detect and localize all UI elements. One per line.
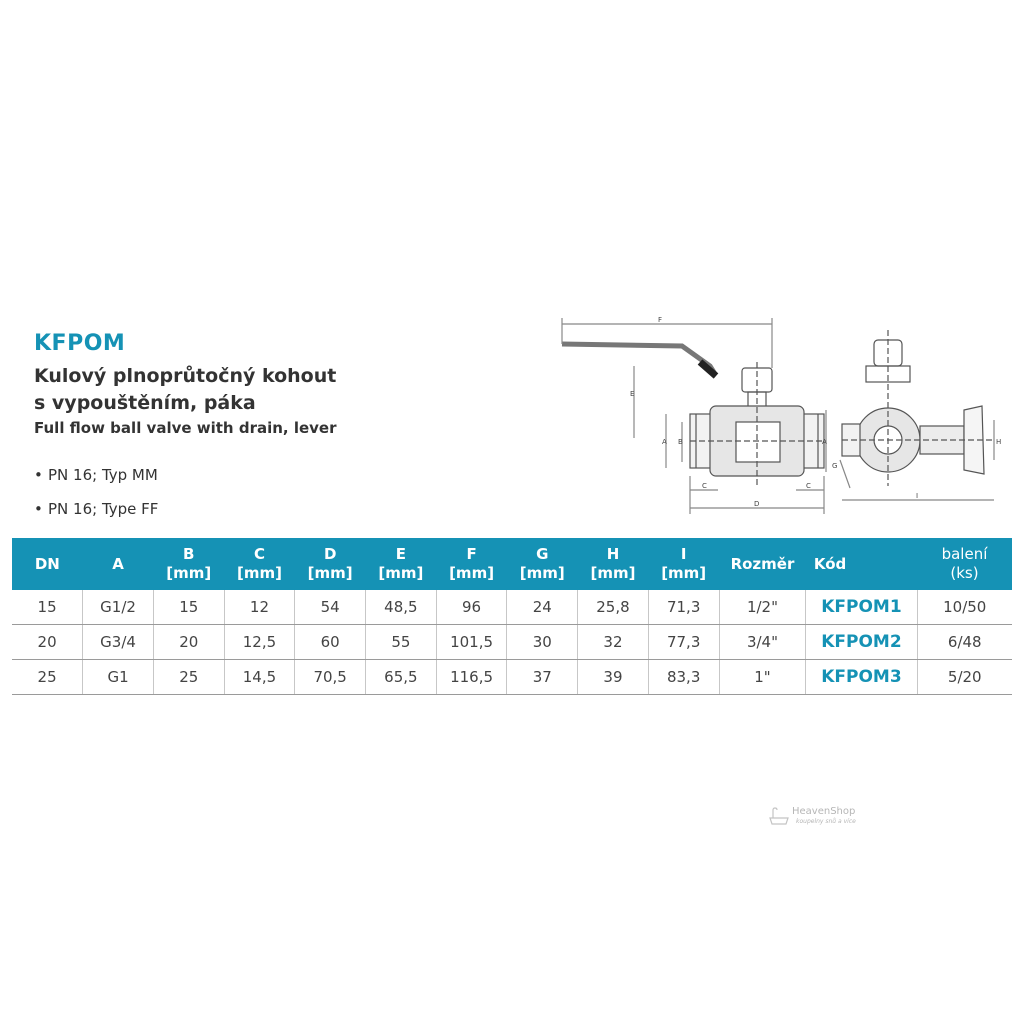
header-i — [648, 538, 719, 590]
dim-label-b: B — [678, 438, 683, 446]
header-baleni — [917, 538, 1012, 590]
dim-label-f: F — [658, 316, 663, 324]
table-row — [12, 660, 1012, 695]
cell-b: 20 — [153, 625, 224, 660]
cell-g: 24 — [507, 590, 578, 625]
dim-label-e: E — [630, 390, 635, 398]
cell-e: 65,5 — [366, 660, 437, 695]
dim-label-h: H — [996, 438, 1002, 446]
header-baleni-unit: (ks) — [950, 564, 979, 582]
cell-rozmer: 1/2" — [719, 590, 806, 625]
header-d-text: D — [323, 545, 337, 563]
header-baleni-text: balení — [941, 545, 988, 563]
product-title-cz — [34, 363, 454, 417]
cell-i: 71,3 — [648, 590, 719, 625]
cell-a: G3/4 — [83, 625, 154, 660]
dim-label-a2: A — [822, 438, 827, 446]
product-title-en: Full flow ball valve with drain, lever — [34, 419, 337, 437]
header-d — [295, 538, 366, 590]
cell-kod: KFPOM2 — [806, 625, 917, 660]
header-f — [436, 538, 507, 590]
cell-c: 12 — [224, 590, 295, 625]
header-h-text: H — [606, 545, 620, 563]
cell-a: G1/2 — [83, 590, 154, 625]
cell-c: 14,5 — [224, 660, 295, 695]
product-code: KFPOM — [34, 331, 126, 356]
watermark-logo — [768, 806, 880, 830]
header-rozmer-text: Rozměr — [730, 554, 795, 573]
header-f-text: F — [466, 545, 477, 563]
spec-bullet-text: PN 16; Typ MM — [48, 466, 158, 484]
cell-dn: 15 — [12, 590, 83, 625]
cell-baleni: 6/48 — [917, 625, 1012, 660]
cell-f: 96 — [436, 590, 507, 625]
header-dn-text: DN — [34, 554, 60, 573]
header-c-unit: [mm] — [236, 564, 282, 582]
dim-label-i: I — [916, 492, 919, 500]
product-title-cz-line1: Kulový plnoprůtočný kohout — [34, 365, 337, 387]
header-g — [507, 538, 578, 590]
cell-b: 15 — [153, 590, 224, 625]
cell-d: 70,5 — [295, 660, 366, 695]
header-a-text: A — [112, 554, 124, 573]
cell-rozmer: 3/4" — [719, 625, 806, 660]
cell-b: 25 — [153, 660, 224, 695]
cell-h: 32 — [578, 625, 649, 660]
spec-table-header-row — [12, 538, 1012, 590]
cell-h: 39 — [578, 660, 649, 695]
cell-g: 30 — [507, 625, 578, 660]
cell-g: 37 — [507, 660, 578, 695]
header-e-text: E — [395, 545, 406, 563]
header-h-unit: [mm] — [590, 564, 636, 582]
header-d-unit: [mm] — [307, 564, 353, 582]
header-e-unit: [mm] — [378, 564, 424, 582]
header-i-text: I — [680, 545, 687, 563]
watermark-tagline: koupelny snů a více — [796, 818, 856, 825]
cell-a: G1 — [83, 660, 154, 695]
table-row — [12, 590, 1012, 625]
spec-table — [12, 538, 1012, 695]
spec-bullet-text: PN 16; Type FF — [48, 500, 159, 518]
header-rozmer — [719, 538, 806, 590]
cell-kod: KFPOM1 — [806, 590, 917, 625]
header-dn — [12, 538, 83, 590]
header-c — [224, 538, 295, 590]
cell-h: 25,8 — [578, 590, 649, 625]
cell-d: 60 — [295, 625, 366, 660]
cell-baleni: 10/50 — [917, 590, 1012, 625]
header-kod — [806, 538, 917, 590]
cell-dn: 25 — [12, 660, 83, 695]
cell-baleni: 5/20 — [917, 660, 1012, 695]
header-kod-text: Kód — [813, 554, 847, 573]
cell-d: 54 — [295, 590, 366, 625]
cell-e: 48,5 — [366, 590, 437, 625]
cell-kod: KFPOM3 — [806, 660, 917, 695]
header-f-unit: [mm] — [449, 564, 495, 582]
spec-bullet-list — [34, 464, 158, 532]
cell-f: 101,5 — [436, 625, 507, 660]
header-b-unit: [mm] — [166, 564, 212, 582]
header-i-unit: [mm] — [661, 564, 707, 582]
dim-label-g: G — [832, 462, 838, 470]
cell-dn: 20 — [12, 625, 83, 660]
cell-i: 83,3 — [648, 660, 719, 695]
cell-c: 12,5 — [224, 625, 295, 660]
cell-rozmer: 1" — [719, 660, 806, 695]
header-a — [83, 538, 154, 590]
header-h — [578, 538, 649, 590]
header-b — [153, 538, 224, 590]
spec-bullet: • PN 16; Type FF — [34, 500, 159, 518]
dim-label-c2: C — [806, 482, 811, 490]
cell-e: 55 — [366, 625, 437, 660]
valve-technical-drawing — [550, 310, 1010, 520]
spec-bullet: • PN 16; Typ MM — [34, 466, 158, 484]
dim-label-d: D — [754, 500, 760, 508]
watermark-name: HeavenShop — [792, 806, 856, 817]
header-c-text: C — [253, 545, 265, 563]
header-b-text: B — [183, 545, 195, 563]
bathtub-icon — [768, 806, 790, 828]
lever-handle — [562, 344, 715, 374]
header-e — [366, 538, 437, 590]
header-g-unit: [mm] — [519, 564, 565, 582]
header-g-text: G — [536, 545, 549, 563]
dim-label-c: C — [702, 482, 707, 490]
cell-f: 116,5 — [436, 660, 507, 695]
cell-i: 77,3 — [648, 625, 719, 660]
table-row — [12, 625, 1012, 660]
product-title-cz-line2: s vypouštěním, páka — [34, 392, 256, 414]
dim-label-a: A — [662, 438, 667, 446]
